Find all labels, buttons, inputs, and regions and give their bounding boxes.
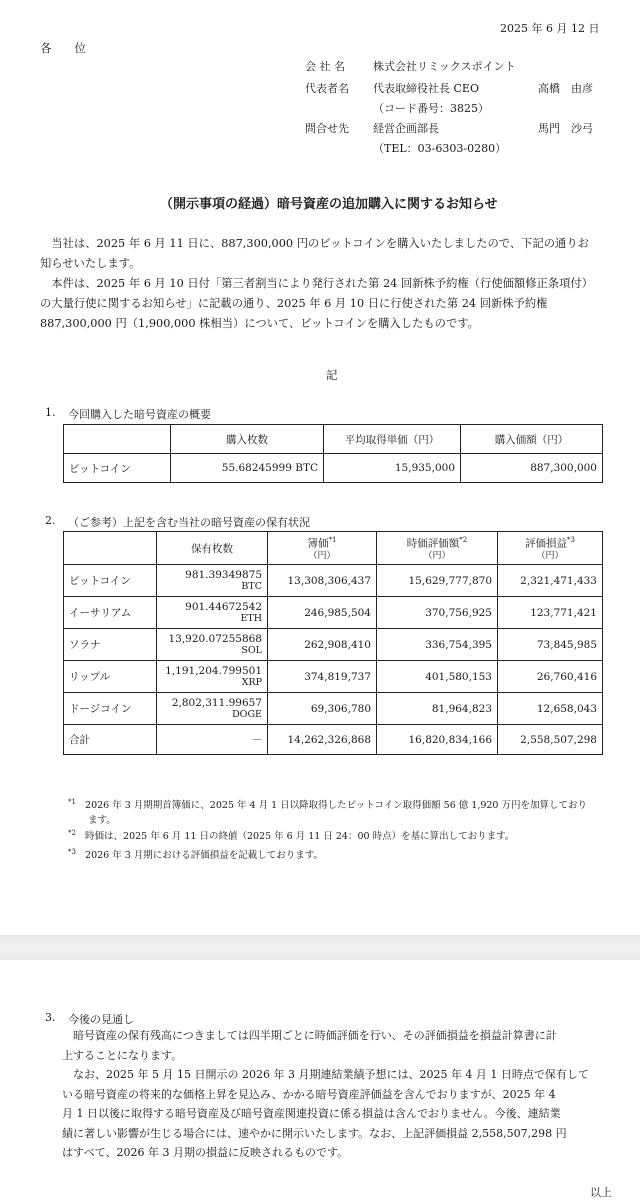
- purchase-table: [63, 424, 603, 483]
- document-date: 2025 年 6 月 12 日: [500, 22, 600, 35]
- section2-number: 2.: [45, 514, 56, 527]
- contact-name: 馬門 沙弓: [538, 122, 593, 135]
- document-title: （開示事項の経過）暗号資産の追加購入に関するお知らせ: [160, 197, 498, 212]
- purchase-table-header: 購入枚数 平均取得単価（円） 購入価額（円）: [64, 425, 603, 454]
- page-separator: [0, 935, 640, 960]
- holdings-table-header: 保有枚数 簿価$^{*1}$ （円） 時価評価額$^{*2}$ （円） 評価損益$^{*3}$ （円）: [64, 532, 603, 565]
- section3-number: 3.: [45, 1011, 56, 1024]
- table-row: ソラナ 13,920.07255868 SOL 262,908,410 336,754,395 73,845,985: [64, 629, 603, 661]
- footnote-1: $^{*1}$ 2026 年 3 月期期首簿価に、2025 年 4 月 1 日以降取得したビットコイン取得価額 56 億 1,920 万円を加算しており ます。: [68, 798, 587, 827]
- intro-paragraph: 当社は、2025 年 6 月 11 日に、887,300,000 円のビットコインを購入いたしましたので、下記の通りお 知らせいたします。 本件は、2025 年 6 月 10 日付「第三者割当により発行された第 24 回新株予約権（行使価額修正条項付） の大量行使に関するお知らせ」に記載の通り、2025 年 6 月 10 日に行使された第 24 回新株予約権 887,300,000 円（1,900,000 株相当）について、ビットコインを購入したものです。: [40, 237, 593, 330]
- company-name: 株式会社リミックスポイント: [373, 60, 516, 73]
- holdings-table: [63, 531, 603, 755]
- table-row: ドージコイン 2,802,311.99657 DOGE 69,306,780 81,964,823 12,658,043: [64, 693, 603, 725]
- contact-label: 問合せ先: [305, 122, 349, 135]
- outlook-paragraph: 暗号資産の保有残高につきましては四半期ごとに時価評価を行い、その評価損益を損益計算書に計 上することになります。 なお、2025 年 5 月 15 日開示の 2026 年 3 月期連結業績予想には、2025 年 4 月 1 日時点で保有して いる暗号資産の将来的な価格上昇を見込み、かかる暗号資産評価益を含んでおりますが、2025 年 4 月 1 日以後に取得する暗号資産及び暗号資産関連投資に係る損益は含んでおりません。今後、連結業 績に著しい影響が生じる場合には、速やかに開示いたします。なお、上記評価損益 2,558,507,298 円 はすべて、2026 年 3 月期の損益に反映されるものです。: [62, 1029, 589, 1159]
- company-label: 会 社 名: [305, 60, 345, 73]
- section1-number: 1.: [45, 406, 56, 419]
- section1-heading: 今回購入した暗号資産の概要: [68, 408, 211, 421]
- addressee: 各 位: [40, 41, 86, 55]
- table-total-row: 合計 － 14,262,326,868 16,820,834,166 2,558,507,298: [64, 725, 603, 755]
- table-row: リップル 1,191,204.799501 XRP 374,819,737 401,580,153 26,760,416: [64, 661, 603, 693]
- representative-name: 高橋 由彦: [538, 82, 593, 95]
- securities-code: （コード番号：3825）: [373, 102, 489, 115]
- table-row: イーサリアム 901.44672542 ETH 246,985,504 370,756,925 123,771,421: [64, 597, 603, 629]
- section2-heading: （ご参考）上記を含む当社の暗号資産の保有状況: [68, 516, 310, 529]
- section3-heading: 今後の見通し: [68, 1013, 134, 1026]
- contact-tel: （TEL：03-6303-0280）: [373, 142, 507, 155]
- ki-marker: 記: [326, 368, 338, 382]
- contact-department: 経営企画部長: [373, 122, 439, 135]
- representative-title: 代表取締役社長 CEO: [373, 82, 479, 95]
- document-page-2: [0, 960, 640, 1200]
- closing-mark: 以上: [590, 1186, 612, 1199]
- table-row: ビットコイン 55.68245999 BTC 15,935,000 887,300,000: [64, 454, 603, 483]
- representative-label: 代表者名: [305, 82, 349, 95]
- footnote-3: $^{*3}$ 2026 年 3 月期における評価損益を記載しております。: [68, 848, 324, 862]
- table-row: ビットコイン 981.39349875 BTC 13,308,306,437 15,629,777,870 2,321,471,433: [64, 565, 603, 597]
- footnote-2: $^{*2}$ 時価は、2025 年 6 月 11 日の終値（2025 年 6 月 11 日 24：00 時点）を基に算出しております。: [68, 829, 515, 843]
